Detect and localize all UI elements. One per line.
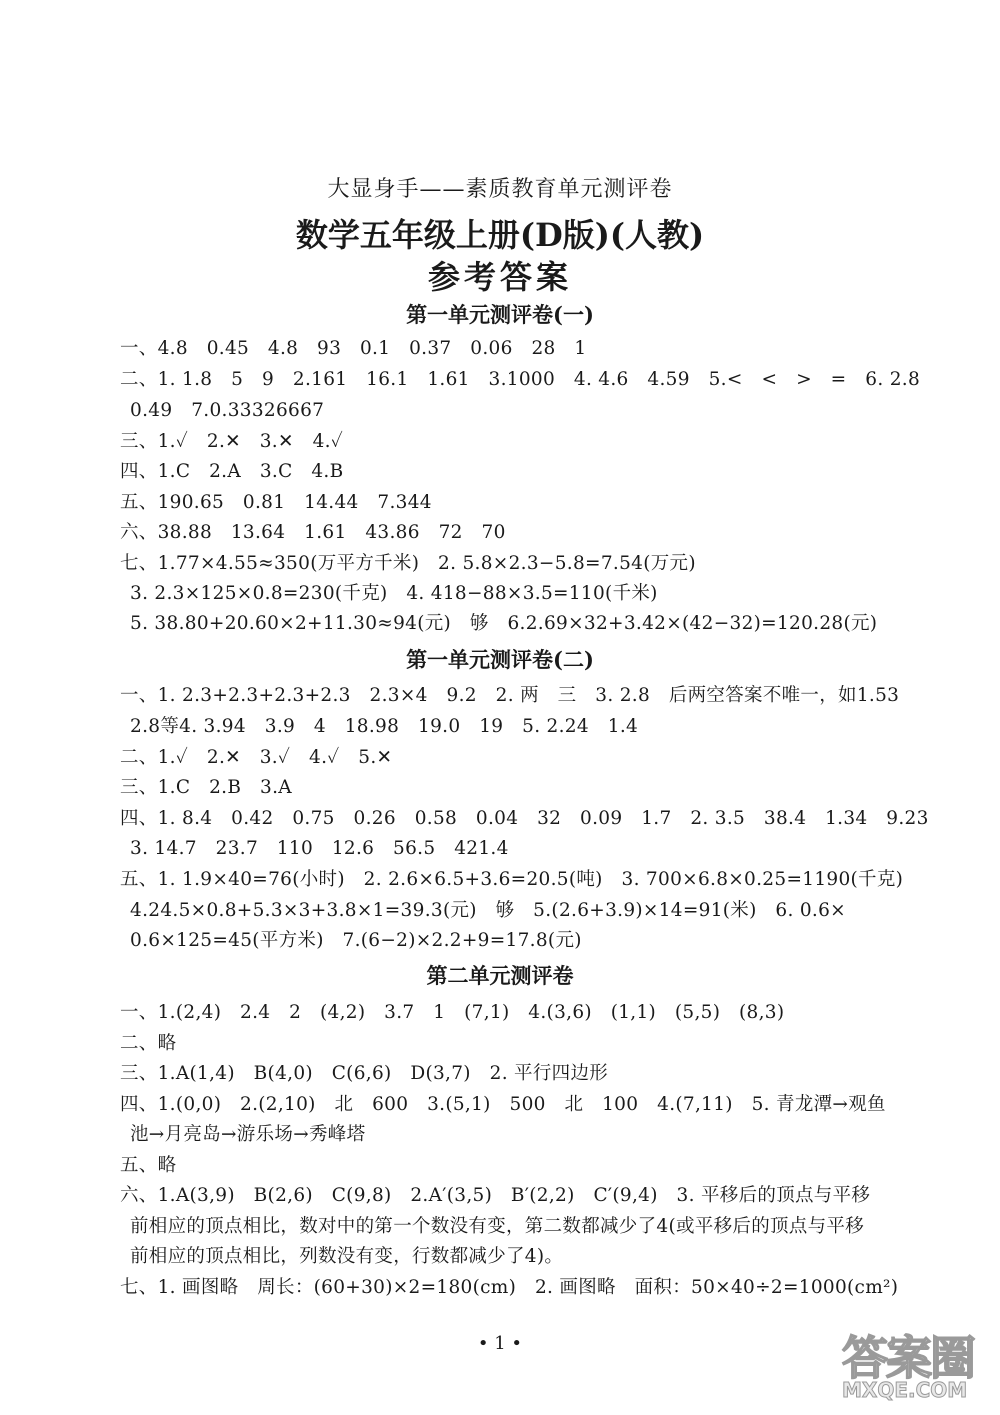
answer-line: 二、1.✓ 2.✕ 3.✓ 4.✓ 5.✕ — [120, 747, 393, 768]
answers-heading: 参考答案 — [427, 258, 572, 296]
watermark-text: 答案圈 — [842, 1331, 974, 1385]
answer-line: 二、略 — [120, 1033, 177, 1054]
answer-line: 五、190.65 0.81 14.44 7.344 — [120, 492, 432, 513]
answer-line: 五、略 — [120, 1155, 177, 1176]
series-title: 大显身手——素质教育单元测评卷 — [327, 177, 673, 202]
answer-line: 前相应的顶点相比，列数没有变，行数都减少了4)。 — [130, 1246, 564, 1267]
answer-line: 七、1.77×4.55≈350(万平方千米) 2. 5.8×2.3−5.8=7.54(万元) — [120, 553, 696, 574]
page-number: • 1 • — [477, 1333, 523, 1354]
answer-line: 六、1.A(3,9) B(2,6) C(9,8) 2.A′(3,5) B′(2,2) C′(9,4) 3. 平移后的顶点与平移 — [120, 1185, 871, 1206]
answer-line: 四、1. 8.4 0.42 0.75 0.26 0.58 0.04 32 0.09 1.7 2. 3.5 38.4 1.34 9.23 — [120, 808, 929, 829]
answer-line: 四、1.C 2.A 3.C 4.B — [120, 461, 344, 482]
answer-line: 三、1.A(1,4) B(4,0) C(6,6) D(3,7) 2. 平行四边形 — [120, 1063, 609, 1084]
answer-line: 三、1.✓ 2.✕ 3.✕ 4.✓ — [120, 431, 344, 452]
section-heading-unit1-test2: 第一单元测评卷(二) — [406, 647, 594, 672]
answer-line: 3. 14.7 23.7 110 12.6 56.5 421.4 — [130, 838, 509, 859]
answer-line: 2.8等4. 3.94 3.9 4 18.98 19.0 19 5. 2.24 1.4 — [130, 716, 639, 737]
answer-line: 五、1. 1.9×40=76(小时) 2. 2.6×6.5+3.6=20.5(吨) 3. 700×6.8×0.25=1190(千克) — [120, 869, 904, 890]
answer-line: 二、1. 1.8 5 9 2.161 16.1 1.61 3.1000 4. 4.6 4.59 5.< < > = 6. 2.8 — [120, 369, 921, 390]
answer-line: 池→月亮岛→游乐场→秀峰塔 — [130, 1124, 366, 1145]
answer-line: 前相应的顶点相比，数对中的第一个数没有变，第二数都减少了4(或平移后的顶点与平移 — [130, 1216, 864, 1237]
answer-line: 0.6×125=45(平方米) 7.(6−2)×2.2+9=17.8(元) — [130, 930, 582, 951]
answer-line: 一、1.(2,4) 2.4 2 (4,2) 3.7 1 (7,1) 4.(3,6) (1,1) (5,5) (8,3) — [120, 1002, 785, 1023]
answer-line: 一、1. 2.3+2.3+2.3+2.3 2.3×4 9.2 2. 两 三 3. 2.8 后两空答案不唯一，如1.53 — [120, 685, 900, 706]
page-title: 数学五年级上册(D版)(人教) — [295, 216, 705, 254]
section-heading-unit1-test1: 第一单元测评卷(一) — [406, 302, 594, 327]
watermark-url: MXQE.COM — [842, 1378, 968, 1402]
answer-line: 三、1.C 2.B 3.A — [120, 777, 292, 798]
answer-line: 七、1. 画图略 周长：(60+30)×2=180(cm) 2. 画图略 面积：50×40÷2=1000(cm²) — [120, 1277, 899, 1298]
answer-line: 一、4.8 0.45 4.8 93 0.1 0.37 0.06 28 1 — [120, 338, 587, 359]
answer-line: 四、1.(0,0) 2.(2,10) 北 600 3.(5,1) 500 北 100 4.(7,11) 5. 青龙潭→观鱼 — [120, 1094, 886, 1115]
answer-line: 3. 2.3×125×0.8=230(千克) 4. 418−88×3.5=110(千米) — [130, 583, 658, 604]
section-heading-unit2-test: 第二单元测评卷 — [426, 963, 574, 988]
answer-line: 0.49 7.0.33326667 — [130, 400, 325, 421]
watermark-logo — [842, 1322, 992, 1408]
answer-line: 六、38.88 13.64 1.61 43.86 72 70 — [120, 522, 506, 543]
answer-line: 4.24.5×0.8+5.3×3+3.8×1=39.3(元) 够 5.(2.6+3.9)×14=91(米) 6. 0.6× — [130, 900, 846, 921]
answer-line: 5. 38.80+20.60×2+11.30≈94(元) 够 6.2.69×32+3.42×(42−32)=120.28(元) — [130, 613, 878, 634]
